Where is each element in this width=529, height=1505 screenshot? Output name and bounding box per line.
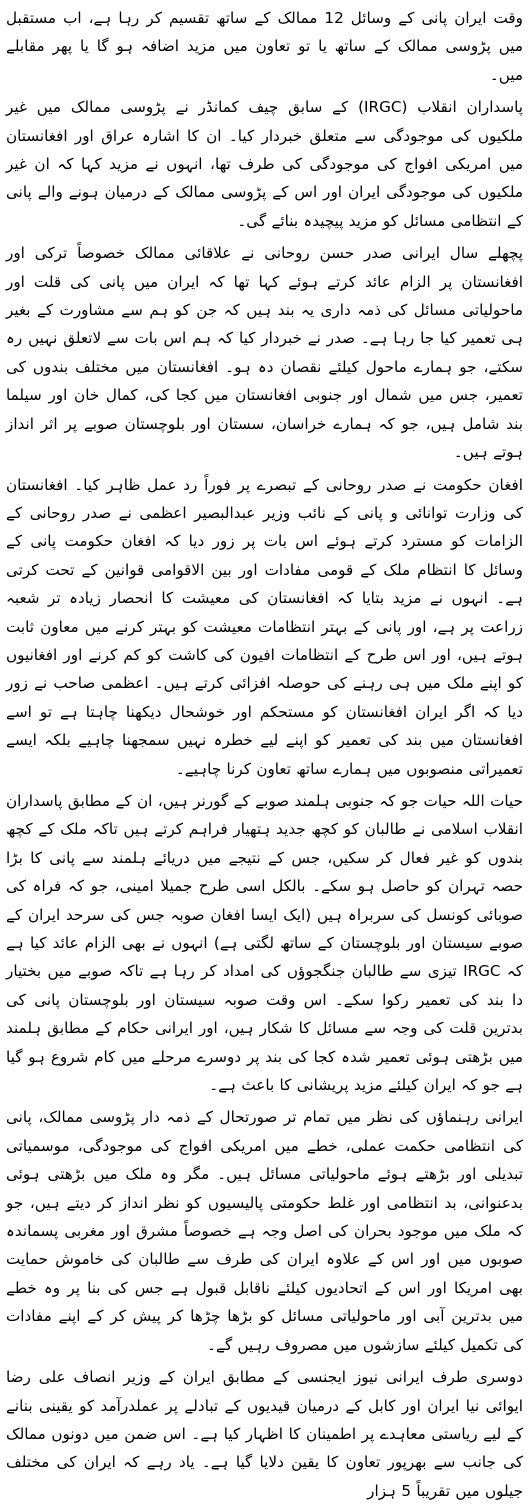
paragraph-rouhani-dams: پچھلے سال ایرانی صدر حسن روحانی نے علاقائی ممالک خصوصاً ترکی اور افغانستان پر الزام عائد کرتے ہوئے کہا تھا کہ ایران میں پانی کی قلت اور ماحولیاتی مسائل کی ذمہ داری یہ بند ہیں کہ جن کو ہم سے مشاورت کے بغیر ہی تعمیر کیا جا رہا ہے۔ صدر نے خبردار کیا کہ ہم اس بات سے لاتعلق نہیں رہ سکتے، جو ہمارے ماحول کیلئے نقصان دہ ہو۔ افغانستان میں مختلف بندوں کی تعمیر، جس میں شمال اور جنوبی افغانستان میں کجا کی، کمال خان اور سیلما بند شامل ہیں، جو کہ ہمارے خراسان، سستان اور بلوچستان صوبے پر اثر انداز ہوتے ہیں۔ bbox=[6, 244, 523, 462]
paragraph-prisoner-exchange: دوسری طرف ایرانی نیوز ایجنسی کے مطابق ایران کے وزیر انصاف علی رضا ایوائی نیا ایران اور کابل کے درمیان قیدیوں کے تبادلے پر عملدرآمد کو یقینی بنانے کے لیے ریاستی معاہدے پر اطمینان کا اظہار کیا ہے۔ اس ضمن میں دونوں ممالک کی جانب سے بھرپور تعاون کا یقین دلایا گیا ہے۔ یاد رہے کہ ایران کی مختلف جیلوں میں تقریباً 5 ہزار bbox=[6, 1368, 523, 1500]
paragraph-helmand-allegations: حیات اللہ حیات جو کہ جنوبی ہلمند صوبے کے گورنر ہیں، ان کے مطابق پاسداران انقلاب اسلامی نے طالبان کو کچھ جدید ہتھیار فراہم کرتے ہیں تاکہ ملک کے کچھ بندوں کو غیر فعال کر سکیں، جس کے نتیجے میں دریائے ہلمند سے پانی کا بڑا حصہ تہران کو حاصل ہو سکے۔ بالکل اسی طرح جمیلا امینی، جو کہ فراہ کی صوبائی کونسل کی سربراہ ہیں (ایک ایسا افغان صوبہ جس کی سرحد ایران کے صوبے سیستان اور بلوچستان کے ساتھ لگتی ہے) انہوں نے بھی الزام عائد کیا ہے کہ IRGC تیزی سے طالبان جنگجوؤں کی امداد کر رہا ہے تاکہ صوبے میں بختیار دا بند کی تعمیر رکوا سکے۔ اس وقت صوبہ سیستان اور بلوچستان پانی کی بدترین قلت کی وجہ سے مسائل کا شکار ہیں، اور ایرانی حکام کے مطابق ہلمند میں بڑھتی ہوئی تعمیر شدہ کجا کی بند پر دوسرے مرحلے میں کام شروع ہو گیا ہے جو کہ ایران کیلئے مزید پریشانی کا باعث ہے۔ bbox=[6, 791, 523, 1095]
paragraph-afghan-response: افغان حکومت نے صدر روحانی کے تبصرے پر فوراً رد عمل ظاہر کیا۔ افغانستان کی وزارت توانائی و پانی کے نائب وزیر عبدالبصیر اعظمی نے صدر روحانی کے الزامات کو مسترد کرتے ہوئے اس بات پر زور دیا کہ افغان حکومت پانی کے وسائل کا انتظام ملک کے قومی مفادات اور بین الاقوامی قوانین کے تحت کرتی ہے۔ انہوں نے مزید بتایا کہ افغانستان کی معیشت کا انحصار زیادہ تر شعبہ زراعت پر ہے، اور پانی کے بہتر انتظامات معیشت کو بہتر کرنے میں معاون ثابت ہوتے ہیں، اور اس طرح کے انتظامات افیون کی کاشت کو کم کرنے اور افغانیوں کو اپنے ملک میں ہی رہنے کی حوصلہ افزائی کرتے ہیں۔ اعظمی صاحب نے زور دیا کہ اگر ایران افغانستان کو مستحکم اور خوشحال دیکھنا چاہتا ہے تو اسے افغانستان میں بند کی تعمیر کو اپنے لیے خطرہ نہیں سمجھنا چاہیے بلکہ ایسے تعمیراتی منصوبوں میں ہمارے ساتھ تعاون کرنا چاہیے۔ bbox=[6, 475, 523, 778]
paragraph-water-sharing: وقت ایران پانی کے وسائل 12 ممالک کے ساتھ تقسیم کر رہا ہے، اب مستقبل میں پڑوسی ممالک کے ساتھ یا تو تعاون میں مزید اضافہ ہو گا یا پھر مقابلے میں۔ bbox=[6, 9, 524, 84]
paragraph-irgc-warning: پاسداران انقلاب (IRGC) کے سابق چیف کمانڈر نے پڑوسی ممالک میں غیر ملکیوں کی موجودگی سے متعلق خبردار کیا۔ ان کا اشارہ عراق اور افغانستان میں امریکی افواج کی موجودگی کی طرف تھا، انہوں نے مزید کہا کہ ان غیر ملکیوں کی موجودگی ایران اور اس کے پڑوسی ممالک کے درمیان ہونے والے پانی کے انتظامی مسائل کو مزید پیچیدہ بنائے گی۔ bbox=[6, 98, 523, 230]
paragraph-iranian-leaders: ایرانی رہنماؤں کی نظر میں تمام تر صورتحال کے ذمہ دار پڑوسی ممالک، پانی کی انتظامی حکمت عملی، خطے میں امریکی افواج کی موجودگی، موسمیاتی تبدیلی اور بڑھتے ہوئے ماحولیاتی مسائل ہیں۔ مگر وہ ملک میں بڑھتی ہوئی بدعنوانی، بد انتظامی اور غلط حکومتی پالیسیوں کو نظر انداز کر دیتے ہیں، جو کہ ملک میں موجود بحران کی اصل وجہ ہے خصوصاً مشرق اور مغربی پسماندہ صوبوں میں اور اس کے علاوہ ایران کی طرف سے طالبان کی خاموش حمایت بھی امریکا اور اس کے اتحادیوں کیلئے ناقابل قبول ہے جس کی بنا پر وہ خطے میں بدترین آبی اور ماحولیاتی مسائل کو بڑھا چڑھا کر پیش کر کے اپنے مفادات کی تکمیل کیلئے سازشوں میں مصروف رہیں گے۔ bbox=[6, 1108, 523, 1354]
